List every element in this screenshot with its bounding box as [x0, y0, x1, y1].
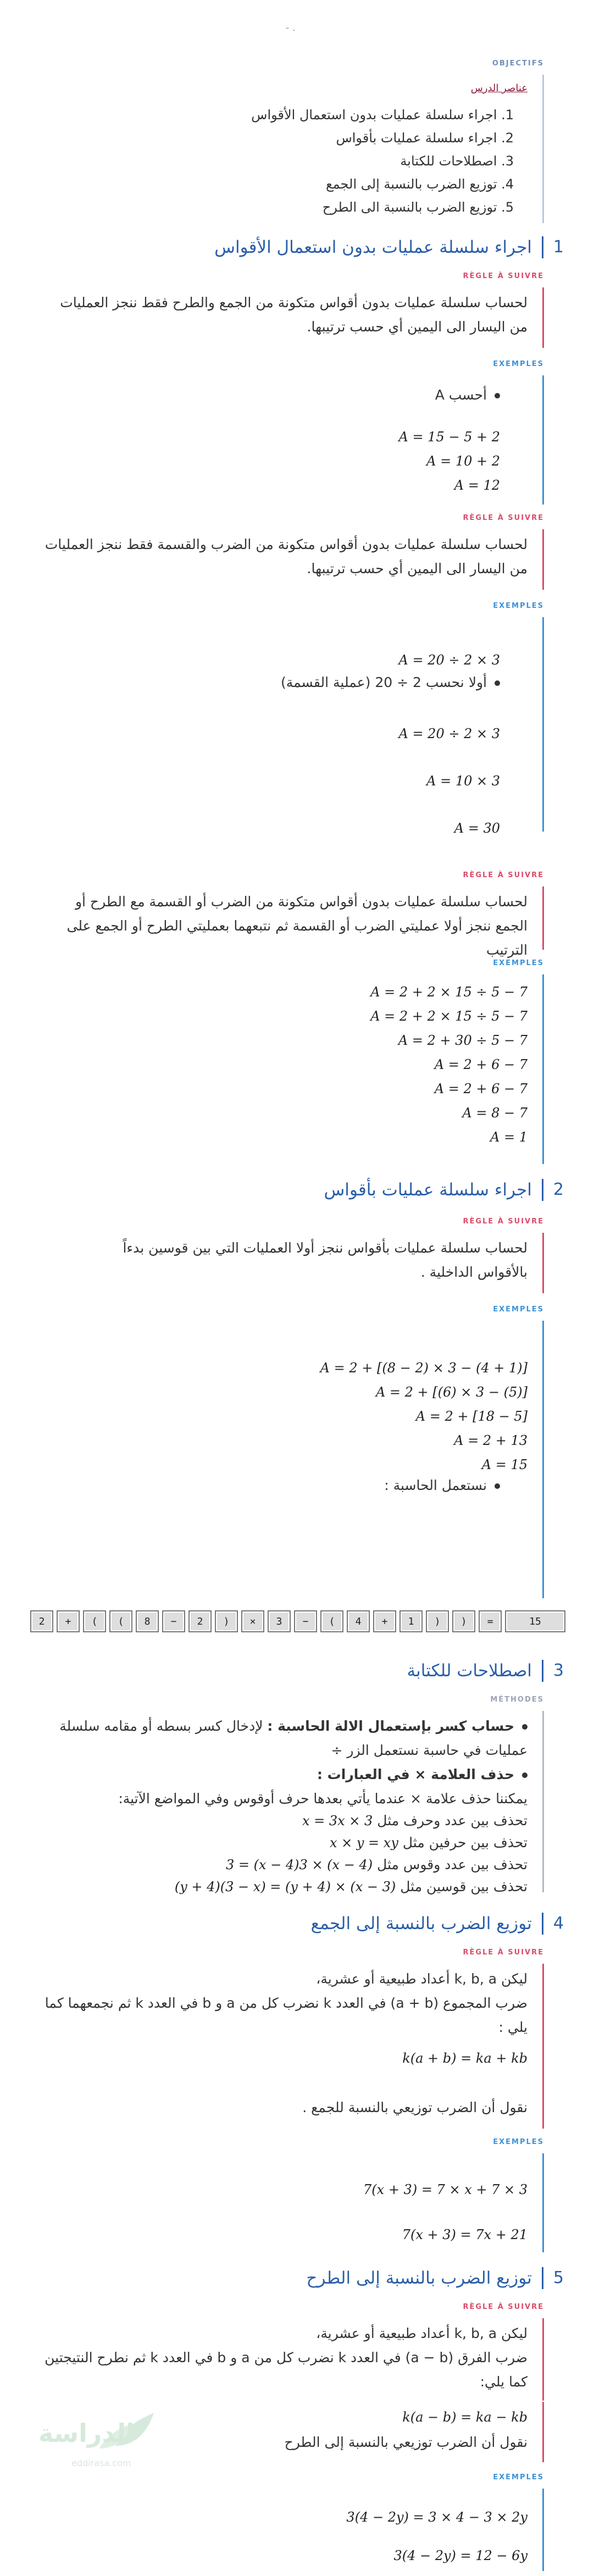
section-title: اجراء سلسلة عمليات بأقواس [324, 1180, 532, 1200]
methods-bar [542, 1711, 544, 1892]
rule-label: RÈGLE À SUIVRE [463, 272, 544, 280]
example-bar [542, 974, 544, 1164]
section-number: 3 [542, 1660, 564, 1682]
rule-label: RÈGLE À SUIVRE [463, 1948, 544, 1957]
objective-item-4: 4. توزيع الضرب بالنسبة إلى الجمع [326, 176, 514, 192]
calc-key: ( [109, 1610, 132, 1632]
example-bar [542, 2153, 544, 2252]
math-line: A = 2 + [18 − 5] [415, 1409, 528, 1424]
rule-label: RÈGLE À SUIVRE [463, 514, 544, 522]
calc-key: ) [452, 1610, 475, 1632]
calc-key: 3 [268, 1610, 291, 1632]
rule-conclusion: نقول أن الضرب توزيعي بالنسبة إلى الطرح [284, 2434, 528, 2450]
rule-label: RÈGLE À SUIVRE [463, 2303, 544, 2311]
calc-key: 8 [136, 1610, 159, 1632]
rule-text: ليكن k, b, a أعداد طبيعية أو عشرية، [316, 2325, 528, 2341]
method-line: تحذف بين عدد وحرف مثل 3 × x = 3x [302, 1813, 528, 1829]
example-note: أولا نحسب 2 ÷ 20 (عملية القسمة) [281, 671, 500, 695]
math-line: A = 2 + [(6) × 3 − (5)] [375, 1384, 528, 1400]
objective-item-3: 3. اصطلاحات للكتابة [400, 153, 514, 169]
examples-label: EXEMPLES [493, 360, 544, 368]
bullet-icon [495, 393, 500, 398]
math-line: A = 20 ÷ 2 × 3 [398, 726, 500, 741]
math-line: A = 2 + 30 ÷ 5 − 7 [398, 1033, 528, 1048]
math-line: A = 10 × 3 [426, 773, 500, 789]
math-line: A = 2 + 13 [454, 1433, 528, 1448]
calc-key: 1 [399, 1610, 423, 1632]
rule-text: لحساب سلسلة عمليات بأقواس ننجز أولا العمليات التي بين قوسين بدءاً بالأقواس الداخلية . [123, 1240, 528, 1280]
objectives-label: OBJECTIFS [492, 59, 544, 68]
example-intro: أحسب A [435, 383, 500, 407]
section-title: توزيع الضرب بالنسبة إلى الطرح [306, 2268, 532, 2288]
rule-bar [542, 529, 544, 590]
watermark-text: الدراسة [38, 2418, 135, 2448]
example-bar [542, 2489, 544, 2571]
calc-key: + [373, 1610, 396, 1632]
bullet-icon [495, 680, 500, 686]
calc-key: ) [215, 1610, 238, 1632]
rule-bar [542, 2318, 544, 2401]
rule-block-4 [22, 1217, 544, 1300]
example-bar [542, 375, 544, 505]
example-bar [542, 1321, 544, 1598]
math-line: 3(4 − 2y) = 12 − 6y [393, 2548, 528, 2563]
formula: k(a − b) = ka − kb [402, 2409, 528, 2425]
math-line: A = 30 [454, 821, 500, 836]
section-number: 4 [542, 1913, 564, 1935]
math-line: A = 2 + 2 × 15 ÷ 5 − 7 [370, 984, 528, 1000]
example-block-1 [22, 360, 544, 506]
section-number: 1 [542, 236, 564, 258]
rule-bar [542, 887, 544, 950]
math-line: A = 20 ÷ 2 × 3 [398, 652, 500, 668]
rule-bar [542, 2402, 544, 2462]
example-block-4 [22, 1305, 544, 1602]
examples-label: EXEMPLES [493, 2473, 544, 2481]
math-line: 7(x + 3) = 7x + 21 [402, 2227, 528, 2242]
example-block-6 [22, 2473, 544, 2572]
math-line: A = 2 + 6 − 7 [434, 1057, 528, 1072]
objective-item-1: 1. اجراء سلسلة عمليات بدون استعمال الأقواس [251, 107, 514, 123]
rule-text: لحساب سلسلة عمليات بدون أقواس متكونة من الجمع والطرح فقط ننجز العمليات من اليسار الى اليمين أي حسب ترتيبها. [60, 295, 528, 335]
rule-label: RÈGLE À SUIVRE [463, 871, 544, 879]
math-line: A = 2 + [(8 − 2) × 3 − (4 + 1)] [320, 1360, 528, 1376]
example-block-2 [22, 602, 544, 836]
example-block-5 [22, 2138, 544, 2253]
method-line: تحذف بين حرفين مثل x × y = xy [329, 1835, 528, 1851]
example-bar [542, 617, 544, 832]
objectives-title: عناصر الدرس [470, 82, 528, 94]
calc-display: 15 [505, 1610, 565, 1632]
rule-block-5 [22, 1948, 544, 2130]
rule-bar [542, 287, 544, 348]
calc-key: ) [426, 1610, 449, 1632]
section-3-heading [407, 1657, 564, 1685]
method-item-1: حساب كسر بإستعمال الالة الحاسبة : لإدخال كسر بسطه أو مقامه سلسلة عمليات في حاسبة نستعمل الزر ÷ [59, 1718, 528, 1758]
calc-key: 4 [347, 1610, 370, 1632]
calculator-keys [30, 1610, 565, 1638]
rule-block-6 [22, 2303, 544, 2402]
math-line: A = 10 + 2 [426, 453, 500, 469]
calc-key: + [57, 1610, 80, 1632]
bullet-icon [522, 1772, 528, 1778]
calc-key: ( [83, 1610, 106, 1632]
method-item-2-text: يمكننا حذف علامة × عندما يأتي بعدها حرف أوقوس وفي المواضع الآتية: [118, 1791, 528, 1807]
calc-key: × [241, 1610, 264, 1632]
calc-key: 2 [188, 1610, 212, 1632]
section-number: 5 [542, 2267, 564, 2289]
top-mark: - . [286, 22, 296, 34]
rule-text: لحساب سلسلة عمليات بدون أقواس متكونة من الضرب والقسمة فقط ننجز العمليات من اليسار الى اليمين أي حسب ترتيبها. [45, 536, 528, 577]
examples-label: EXEMPLES [493, 602, 544, 610]
section-4-heading [311, 1910, 564, 1937]
rule-label: RÈGLE À SUIVRE [463, 1217, 544, 1226]
math-line: 3(4 − 2y) = 3 × 4 − 3 × 2y [346, 2509, 528, 2525]
section-number: 2 [542, 1179, 564, 1201]
rule-text: ضرب المجموع (a + b) في العدد k نضرب كل من a و b في العدد k ثم نجمعهما كما يلي : [45, 1995, 528, 2035]
examples-label: EXEMPLES [493, 2138, 544, 2146]
calc-key: − [294, 1610, 317, 1632]
bullet-icon [522, 1724, 528, 1730]
examples-label: EXEMPLES [493, 1305, 544, 1314]
rule-block-1 [22, 272, 544, 354]
math-line: A = 2 + 6 − 7 [434, 1081, 528, 1096]
math-line: 7(x + 3) = 7 × x + 7 × 3 [363, 2182, 528, 2197]
section-5-heading [307, 2264, 564, 2292]
objective-item-2: 2. اجراء سلسلة عمليات بأقواس [336, 130, 514, 146]
examples-label: EXEMPLES [493, 959, 544, 967]
math-line: A = 2 + 2 × 15 ÷ 5 − 7 [370, 1009, 528, 1024]
calc-key: ( [320, 1610, 343, 1632]
section-title: اجراء سلسلة عمليات بدون استعمال الأقواس [214, 237, 532, 257]
section-2-heading [324, 1176, 564, 1204]
calc-key: 2 [30, 1610, 53, 1632]
rule-conclusion: نقول أن الضرب توزيعي بالنسبة للجمع . [302, 2099, 528, 2115]
objectives-bar [542, 75, 544, 223]
objective-item-5: 5. توزيع الضرب بالنسبة الى الطرح [322, 200, 514, 215]
rule-text: ضرب الفرق (a − b) في العدد k نضرب كل من a و b في العدد k ثم نطرح النتيجتين كما يلي: [45, 2350, 528, 2390]
calc-key: − [162, 1610, 185, 1632]
math-line: A = 15 [481, 1457, 528, 1472]
bullet-icon [495, 1483, 500, 1489]
method-line: تحذف بين قوسين مثل (3 − x) × (y + 4) = (3 − x)(y + 4) [174, 1879, 528, 1894]
section-title: اصطلاحات للكتابة [407, 1661, 532, 1681]
objectives-block [22, 55, 544, 225]
method-item-2: حذف العلامة × في العبارات : [44, 1763, 528, 1787]
rule-text: ليكن k, b, a أعداد طبيعية أو عشرية، [316, 1971, 528, 1987]
math-line: A = 12 [454, 478, 500, 493]
watermark-sub: eddirasa.com [71, 2458, 131, 2468]
rule-bar [542, 1233, 544, 1293]
math-line: A = 1 [490, 1129, 528, 1145]
calculator-note: نستعمل الحاسبة : [384, 1473, 500, 1498]
method-line: تحذف بين عدد وقوس مثل (x − 4) × 3 = (x − 4)3 [226, 1857, 528, 1873]
rule-bar [542, 1964, 544, 2129]
formula: k(a + b) = ka + kb [402, 2051, 528, 2066]
rule-block-3 [22, 871, 544, 958]
site-watermark [33, 2407, 159, 2473]
methods-label: MÉTHODES [490, 1696, 544, 1704]
example-block-3 [22, 959, 544, 1162]
methods-block [22, 1696, 544, 1893]
calc-key: = [479, 1610, 502, 1632]
section-1-heading [214, 234, 564, 261]
math-line: A = 15 − 5 + 2 [398, 429, 500, 445]
math-line: A = 8 − 7 [462, 1105, 528, 1121]
rule-block-2 [22, 514, 544, 596]
rule-text: لحساب سلسلة عمليات بدون أقواس متكونة من الضرب أو القسمة مع الطرح أو الجمع ننجز أولا عمليتي الضرب أو القسمة ثم نتبعهما بعمليتي الطرح أو الجمع على الترتيب [66, 894, 528, 958]
section-title: توزيع الضرب بالنسبة إلى الجمع [310, 1914, 532, 1934]
